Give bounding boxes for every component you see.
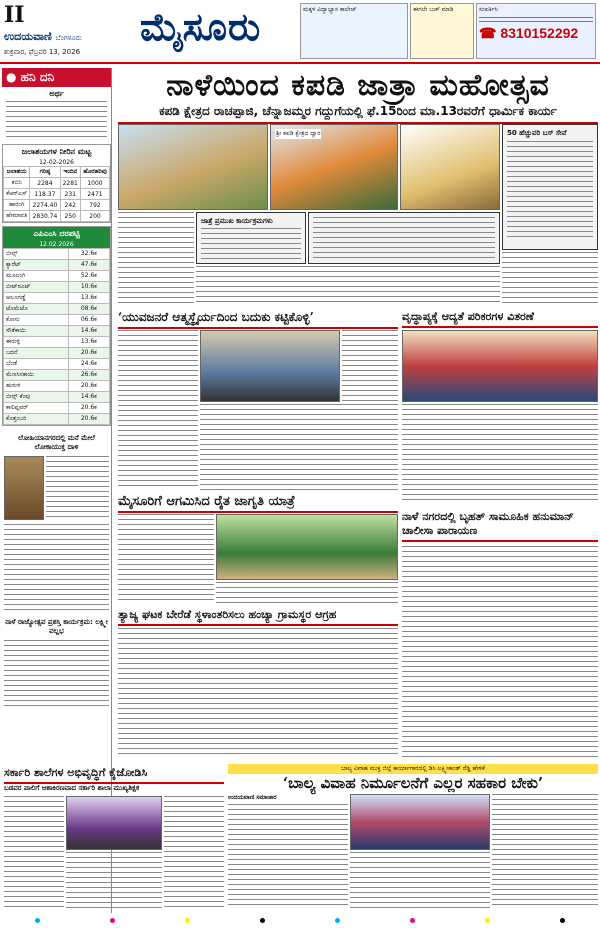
table-cell: 2471 (81, 189, 110, 200)
table-cell: ಕೋಸು (4, 315, 69, 326)
table-cell: 792 (81, 200, 110, 211)
table-row (4, 282, 110, 293)
child-body (350, 852, 490, 908)
lead-headline[interactable]: ನಾಳೆಯಿಂದ ಕಪಡಿ ಜಾತ್ರಾ ಮಹೋತ್ಸವ (166, 68, 550, 103)
table-cell: ಕೊತ್ತಂಬರಿ (4, 414, 69, 425)
child-headline[interactable]: ‘ಬಾಲ್ಯ ವಿವಾಹ ನಿರ್ಮೂಲನೆಗೆ ಎಲ್ಲರ ಸಹಕಾರ ಬೇಕು’ (282, 774, 544, 792)
reservoir-header: ಗರಿಷ್ಠ (30, 167, 60, 178)
hanuman-body (402, 546, 598, 758)
table-cell: 2284 (30, 178, 60, 189)
ad3-text: ಸಂಪರ್ಕಿಸಿ (479, 6, 498, 13)
table-cell: 231 (60, 189, 81, 200)
table-cell: ಮೂಲಂಗಿ (4, 271, 69, 282)
table-cell: ಟೊಮೆಟೊ (4, 304, 69, 315)
table-cell: 26.6ಕ (68, 370, 109, 381)
table-cell: ಹಾರಂಗಿ (4, 200, 30, 211)
table-cell: ಮೆಣಸಿನಕಾಯಿ (4, 370, 69, 381)
left-story2-text (4, 640, 109, 710)
table-row (4, 414, 110, 425)
oldage-body (402, 404, 598, 504)
table-cell: ಬೀಟ್‌ರೂಟ್ (4, 282, 69, 293)
artha-title: ಅರ್ಥ (49, 89, 64, 98)
brand-header (2, 68, 111, 87)
table-row (4, 326, 110, 337)
reservoir-title: ಜಲಾಶಯಗಳ ನೀರಿನ ಮಟ್ಟ (21, 147, 92, 156)
lead-body (196, 266, 500, 306)
raitha-headline[interactable]: ಮೈಸೂರಿಗೆ ಆಗಮಿಸಿದ ರೈತ ಜಾಗೃತಿ ಯಾತ್ರೆ (118, 492, 398, 513)
raitha-caption (216, 582, 398, 604)
table-row (4, 271, 110, 282)
reservoir-header: ಜಲಾಶಯ (4, 167, 30, 178)
left-story1-text (46, 456, 109, 520)
raitha-col-1 (118, 514, 214, 604)
table-row (4, 348, 110, 359)
brand-title: ಹನಿ ದನಿ (20, 70, 55, 84)
school-col-1 (4, 796, 64, 908)
table-cell: ಹೇಮಾವತಿ (4, 211, 30, 222)
youth-col-1 (118, 330, 198, 490)
ad2-text: ಈಗಲೇ ಬುಕ್ ಮಾಡಿ (413, 6, 454, 13)
table-cell: ಕ್ಯಾರೆಟ್ (4, 260, 69, 271)
edition: ಬೆಂಗಳೂರು (55, 34, 82, 42)
youth-side (342, 330, 398, 402)
table-cell: ಬೀನ್ಸ್ (4, 249, 69, 260)
table-cell: ಬದನೆ (4, 348, 69, 359)
table-cell: 118.37 (30, 189, 60, 200)
magenta-dot (110, 918, 115, 923)
drop-icon: ● (6, 70, 17, 84)
table-cell: 13.6ಕ (68, 337, 109, 348)
table-cell: ಕಬಿನಿ (4, 178, 30, 189)
table-cell: 08.6ಕ (68, 304, 109, 315)
school-col-2 (164, 796, 224, 908)
table-cell: 242 (60, 200, 81, 211)
table-cell: 20.6ಕ (68, 414, 109, 425)
child-byline: ಉದಯವಾಣಿ ಸಮಾಚಾರ (228, 794, 277, 801)
school-subhead: ಬಡವರ ಪಾಲಿಗೆ ಆಶಾಕಿರಣವಾದ ಸರ್ಕಾರಿ ಶಾಲಾ ಮುಖ್ಯಶಿಕ್ಷಕ (4, 784, 140, 792)
phone-icon: ☎ (479, 25, 497, 41)
table-cell: 47.6ಕ (68, 260, 109, 271)
print-marks (0, 912, 600, 928)
table-row (4, 200, 110, 211)
table-cell: 20.6ಕ (68, 381, 109, 392)
reservoir-date: 12-02-2026 (39, 159, 74, 166)
reservoir-header: ಇಂದಿನ (60, 167, 81, 178)
child-col-3 (492, 794, 598, 908)
hanuman-headline[interactable]: ನಾಳೆ ನಗರದಲ್ಲಿ ಬೃಹತ್ ಸಾಮೂಹಿಕ ಹನುಮಾನ್ ಚಾಲೀಸಾ ಪಾರಾಯಣ (402, 508, 598, 542)
lead-col-1 (118, 212, 194, 306)
lead-photo-1 (118, 124, 268, 210)
table-cell: ಹುರುಳಿ (4, 381, 69, 392)
left-story1-title[interactable]: ಲೋಹಿಯಾನಗರದಲ್ಲಿ ಮನೆ ಮೇಲೆ ಲೋಕಾಯುಕ್ತ ದಾಳಿ (18, 434, 95, 451)
table-cell: ಸೌತೆಕಾಯಿ (4, 326, 69, 337)
child-col-1 (228, 804, 348, 908)
jatre-events-box (196, 212, 306, 264)
reservoir-table (3, 166, 110, 222)
table-cell: 2830.74 (30, 211, 60, 222)
trash-headline[interactable]: ತ್ಯಾಜ್ಯ ಘಟಕ ಬೇರೆಡೆ ಸ್ಥಳಾಂತರಿಸಲು ಹಂಚ್ಯಾ ಗ್ರಾಮಸ್ಥರ ಆಗ್ರಹ (118, 606, 398, 626)
bus-service-box (502, 124, 598, 250)
reservoir-box (2, 144, 111, 223)
lead-photo-2 (270, 124, 398, 210)
bus-body (502, 252, 598, 306)
issue-date: ಶುಕ್ರವಾರ, ಫೆಬ್ರವರಿ 13, 2026 (4, 48, 81, 56)
photo1-caption: ಶ್ರೀ ಕಪಡಿ ಕ್ಷೇತ್ರದ ದ್ವಾರ (276, 130, 321, 137)
magenta-dot (410, 918, 415, 923)
left-story2-title[interactable]: ನಾಳೆ ರಾಜ್ಯೋತ್ಸವ ಪ್ರಶಸ್ತಿ ಕಾರ್ಯಕ್ರಮ: ಲಕ್ಷ್ಮೀ ವಲ್ಲಭ (5, 618, 108, 635)
door-photo (4, 456, 44, 520)
table-cell: ಆಲೂಗಡ್ಡೆ (4, 293, 69, 304)
cyan-dot (35, 918, 40, 923)
paper-name (4, 30, 82, 44)
table-row (4, 315, 110, 326)
bus-service-text (507, 141, 593, 241)
black-dot (260, 918, 265, 923)
table-cell: 10.6ಕ (68, 282, 109, 293)
table-cell: 14.6ಕ (68, 326, 109, 337)
ad-phone[interactable] (479, 25, 593, 42)
ad-college[interactable] (300, 3, 408, 59)
jatre-events-list (201, 228, 301, 262)
table-cell: 20.6ಕ (68, 403, 109, 414)
yellow-dot (185, 918, 190, 923)
table-cell: ಬೆಂಡೆ (4, 359, 69, 370)
trash-body (118, 628, 398, 758)
page-number: II (4, 2, 25, 28)
table-cell: 13.6ಕ (68, 293, 109, 304)
table-cell: ಬೀನ್ಸ್ ಕೆಂಪು (4, 392, 69, 403)
table-cell: 24.6ಕ (68, 359, 109, 370)
table-row (4, 260, 110, 271)
youth-photo (200, 330, 340, 402)
youth-body (200, 404, 398, 490)
apmc-box (2, 226, 111, 426)
table-row (4, 370, 110, 381)
table-cell: 2281 (60, 178, 81, 189)
apmc-table (3, 248, 110, 425)
masthead (0, 0, 600, 64)
table-cell: ಕೆಆರ್‌ಎಸ್ (4, 189, 30, 200)
table-row (4, 189, 110, 200)
jatre-events-box-2 (308, 212, 500, 264)
jatre-events-title: ಜಾತ್ರೆ ಪ್ರಮುಖ ಕಾರ್ಯಕ್ರಮಗಳು (201, 217, 273, 225)
table-row (4, 293, 110, 304)
table-cell: 1000 (81, 178, 110, 189)
artha-text (6, 101, 107, 141)
table-row (4, 178, 110, 189)
table-cell: 14.6ಕ (68, 392, 109, 403)
black-dot (560, 918, 565, 923)
table-row (4, 403, 110, 414)
table-row (4, 359, 110, 370)
table-cell: 52.6ಕ (68, 271, 109, 282)
ad-contact[interactable] (476, 3, 596, 59)
apmc-date: 12.02.2026 (3, 241, 110, 248)
table-row (4, 304, 110, 315)
table-cell: 06.6ಕ (68, 315, 109, 326)
table-cell: ಕಾಲಿಫ್ಲವರ್ (4, 403, 69, 414)
table-row (4, 249, 110, 260)
table-cell: 20.6ಕ (68, 348, 109, 359)
cyan-dot (335, 918, 340, 923)
table-row (4, 392, 110, 403)
table-cell: ಈರುಳ್ಳಿ (4, 337, 69, 348)
table-cell: 32.6ಕ (68, 249, 109, 260)
ad-booking[interactable] (410, 3, 474, 59)
child-photo (350, 794, 490, 850)
school-photo (66, 796, 162, 850)
paper-title: ಉದಯವಾಣಿ (4, 30, 52, 43)
bus-service-title: 50 ಹೆಚ್ಚುವರಿ ಬಸ್ ಸೇವೆ (507, 129, 567, 137)
table-cell: 2274.40 (30, 200, 60, 211)
table-row (4, 211, 110, 222)
school-body (66, 852, 162, 908)
child-kicker: ಬಾಲ್ಯ ವಿವಾಹ ಮುಕ್ತ ಜಿಲ್ಲೆ ಕಾರ್ಯಾಗಾರದಲ್ಲಿ ಡಿಸಿ ಲಕ್ಷ್ಮೀಕಾಂತ್ ರೆಡ್ಡಿ ಹೇಳಿಕೆ (228, 764, 598, 774)
table-cell: 200 (81, 211, 110, 222)
jatre-events-list-2 (313, 217, 495, 259)
school-headline[interactable]: ಸರ್ಕಾರಿ ಶಾಲೆಗಳ ಅಭಿವೃದ್ಧಿಗೆ ಕೈಜೋಡಿಸಿ (4, 764, 224, 784)
raitha-photo (216, 514, 398, 580)
phone-number: 8310152292 (500, 25, 579, 41)
lead-photo-3 (400, 124, 500, 210)
reservoir-header: ಹೊರಹರಿವು (81, 167, 110, 178)
oldage-photo (402, 330, 598, 402)
table-cell: 250 (60, 211, 81, 222)
yellow-dot (485, 918, 490, 923)
table-row (4, 337, 110, 348)
apmc-title: ಎಪಿಎಂಸಿ ದರಪಟ್ಟಿ (3, 227, 110, 241)
ad3-lines (479, 17, 593, 22)
lead-subhead: ಕಪಡಿ ಕ್ಷೇತ್ರದ ರಾಚಪ್ಪಾಜಿ, ಚೆನ್ನಾಜಮ್ಮರ ಗದ್ದುಗೆಯಲ್ಲಿ ಫೆ.15ರಿಂದ ಮಾ.13ರವರೆಗೆ ಧಾರ್ಮಿಕ ಕಾರ್ಯ (118, 104, 598, 124)
oldage-headline[interactable]: ವೃದ್ಧಾಪ್ಯಕ್ಕೆ ಆದ್ಯತೆ ಪರಿಕರಗಳ ವಿತರಣೆ (402, 308, 598, 328)
ad1-text: ಮಕ್ಕಳ ವಿದ್ಯಾಭ್ಯಾಸ ಕಾಲೇಜ್ (303, 6, 357, 13)
left-story1-cont (4, 524, 109, 614)
youth-headline[interactable]: ‘ಯುವಜನರೆ ಆತ್ಮಸ್ಥೈರ್ಯದಿಂದ ಬದುಕು ಕಟ್ಟಿಕೊಳ್ಳಿ’ (118, 308, 398, 329)
table-row (4, 381, 110, 392)
city-title: ಮೈಸೂರು (140, 4, 262, 49)
